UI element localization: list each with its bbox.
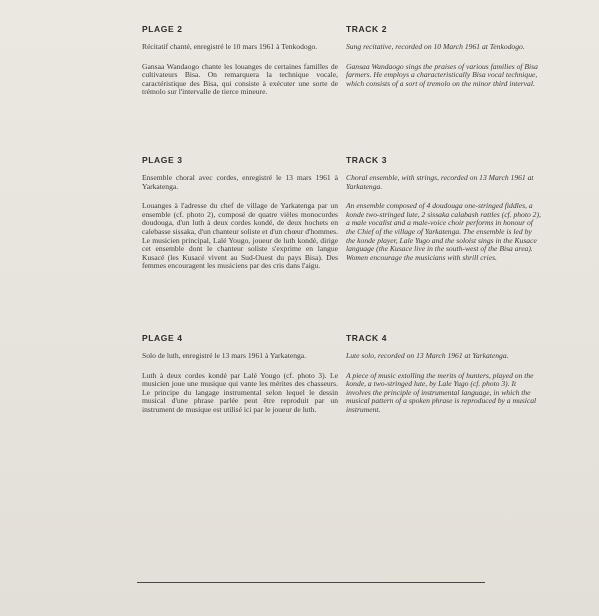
plage-intro: Solo de luth, enregistré le 13 mars 1961 à Yarkatenga. <box>142 351 307 360</box>
track-body: A piece of music extolling the merits of hunters, played on the konde, a two-stringed lute, by Lale Yugo (cf. photo 3). It involves the principle of instrumental language, in which the musical pattern of a spoken phrase is reproduced by a musical instrument. <box>346 370 537 414</box>
track-intro: Sung recitative, recorded on 10 March 1961 at Tenkodogo. <box>346 42 525 51</box>
track-heading: TRACK 2 <box>346 24 388 34</box>
plage-heading: PLAGE 3 <box>142 155 183 165</box>
plage-heading: PLAGE 4 <box>142 333 183 343</box>
track-2-block <box>346 24 542 99</box>
track-3-block <box>346 155 542 273</box>
plage-heading: PLAGE 2 <box>142 24 183 34</box>
plage-body: Louanges à l'adresse du chef de village de Yarkatenga par un ensemble (cf. photo 2), composé de quatre vièles monocordes doudouga, d'un luth à deux cordes kondé, de deux hochets en calebasse sissaka, d'un chanteur soliste et d'un chœur d'hommes. Le musicien principal, Lalé Yougo, joueur de luth kondé, dirige cet ensemble dont le chanteur soliste s'exprime en langue Kusacé (les Kusacé vivent au Sud-Ouest du pays Bisa). Des femmes encouragent les musiciens par des cris dans l'aigu. <box>142 201 338 271</box>
track-heading: TRACK 4 <box>346 333 388 343</box>
plage-intro: Ensemble choral avec cordes, enregistré le 13 mars 1961 à Yarkatenga. <box>142 173 338 191</box>
track-body: Gansaa Wandaogo sings the praises of various families of Bisa farmers. He employs a characteristically Bisa vocal technique, which consists of a sort of tremolo on the minor third interval. <box>346 61 538 88</box>
track-heading: TRACK 3 <box>346 155 388 165</box>
plage-4-block <box>142 333 338 426</box>
plage-3-block <box>142 155 338 282</box>
track-body: An ensemble composed of 4 doudouga one-stringed fiddles, a konde two-stringed lute, 2 sissaka calabash rattles (cf. photo 2), a male vocalist and a male-voice choir performs in honour of the Chief of the village of Yarkatenga. The ensemble is led by the konde player, Lale Yugo and the soloist sings in the Kusace language (the Kusace live in the south-west of the Bisa area). Women encourage the musicians with shrill cries. <box>346 201 541 262</box>
track-intro: Lute solo, recorded on 13 March 1961 at Yarkatenga. <box>346 351 509 360</box>
plage-body: Gansaa Wandaogo chante les louanges de certaines familles de cultivateurs Bisa. On remarquera la technique vocale, caractéristique des Bisa, qui consiste à exécuter une sorte de trémolo sur l'intervalle de tierce mineure. <box>142 61 338 97</box>
plage-intro: Récitatif chanté, enregistré le 10 mars 1961 à Tenkodogo. <box>142 42 318 51</box>
plage-2-block <box>142 24 338 108</box>
track-intro: Choral ensemble, with strings, recorded on 13 March 1961 at Yarkatenga. <box>346 173 534 191</box>
plage-body: Luth à deux cordes kondé par Lalé Yougo (cf. photo 3). Le musicien joue une musique qui vante les mérites des chasseurs. Le principe du langage instrumental selon lequel le dessin musical d'une phrase parlée peut être reproduit par un instrument de musique est utilisé ici par le joueur de luth. <box>142 370 338 414</box>
track-4-block <box>346 333 542 426</box>
bottom-divider <box>137 582 485 583</box>
